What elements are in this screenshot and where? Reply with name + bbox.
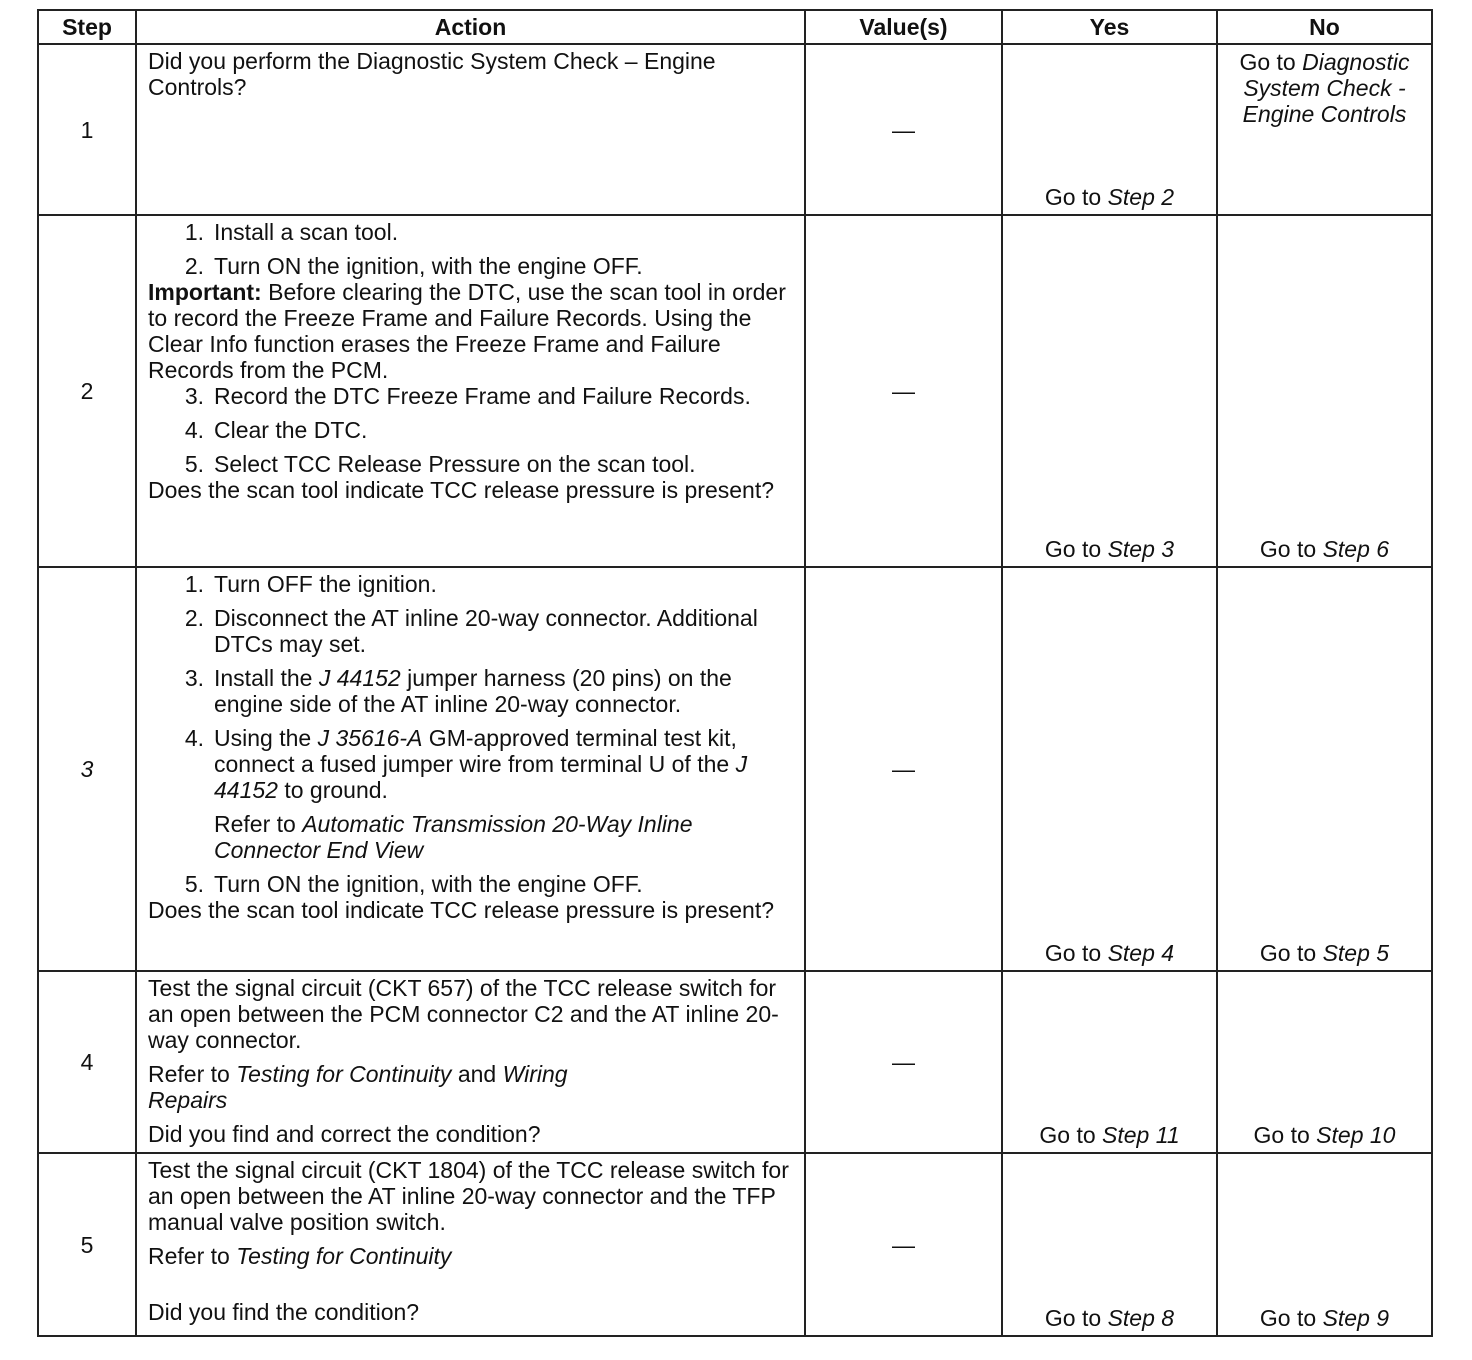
yes-link[interactable]: Step 11 bbox=[1102, 1122, 1180, 1148]
action-text: Did you perform the Diagnostic System Check – Engine Controls? bbox=[148, 48, 716, 100]
action-cell bbox=[136, 215, 805, 567]
no-cell: Go to Step 9 bbox=[1217, 1153, 1432, 1336]
reference-link[interactable]: Wiring Repairs bbox=[148, 1061, 568, 1113]
list-item: 5. Turn ON the ignition, with the engine OFF. bbox=[184, 871, 643, 897]
no-link[interactable]: Step 9 bbox=[1322, 1305, 1390, 1331]
list-item: 2. Turn ON the ignition, with the engine OFF. bbox=[184, 253, 643, 279]
value-cell: — bbox=[805, 44, 1002, 215]
table-row bbox=[38, 567, 1432, 971]
action-list bbox=[148, 383, 794, 477]
question-text: Does the scan tool indicate TCC release pressure is present? bbox=[148, 897, 775, 923]
step-number: 3 bbox=[38, 567, 136, 971]
tool-reference: J 44152 bbox=[318, 665, 401, 691]
list-item: 1. Turn OFF the ignition. bbox=[184, 571, 437, 597]
value-cell: — bbox=[805, 567, 1002, 971]
list-item: 3. Install the J 44152 jumper harness (20 pins) on the engine side of the AT inline 20-way connector. bbox=[184, 665, 732, 717]
refer-note: Refer to Testing for Continuity bbox=[148, 1243, 452, 1269]
reference-link[interactable]: Testing for Continuity bbox=[236, 1061, 452, 1087]
action-cell bbox=[136, 567, 805, 971]
yes-link[interactable]: Step 8 bbox=[1107, 1305, 1175, 1331]
go-to-label: Go to bbox=[1239, 49, 1303, 75]
header-action: Action bbox=[136, 10, 805, 44]
yes-cell: Go to Step 3 bbox=[1002, 215, 1217, 567]
list-item: 2. Disconnect the AT inline 20-way connector. Additional DTCs may set. bbox=[184, 605, 758, 657]
question-text: Does the scan tool indicate TCC release pressure is present? bbox=[148, 477, 775, 503]
list-item: 5. Select TCC Release Pressure on the scan tool. bbox=[184, 451, 696, 477]
tool-reference: J 44152 bbox=[214, 751, 748, 803]
yes-cell: Go to Step 8 bbox=[1002, 1153, 1217, 1336]
yes-link[interactable]: Step 4 bbox=[1107, 940, 1175, 966]
no-cell: Go to Step 5 bbox=[1217, 567, 1432, 971]
go-to-label: Go to bbox=[1044, 184, 1108, 210]
value-cell: — bbox=[805, 971, 1002, 1153]
no-link[interactable]: Step 6 bbox=[1322, 536, 1390, 562]
no-cell: Go to Step 6 bbox=[1217, 215, 1432, 567]
list-item: 4. Clear the DTC. bbox=[184, 417, 368, 443]
step-number: 5 bbox=[38, 1153, 136, 1336]
yes-cell: Go to Step 11 bbox=[1002, 971, 1217, 1153]
header-no: No bbox=[1217, 10, 1432, 44]
question-text: Did you find the condition? bbox=[148, 1299, 420, 1325]
action-list bbox=[148, 219, 794, 279]
yes-cell: Go to Step 4 bbox=[1002, 567, 1217, 971]
action-cell bbox=[136, 971, 805, 1153]
action-cell bbox=[136, 1153, 805, 1336]
header-step: Step bbox=[38, 10, 136, 44]
yes-link[interactable]: Step 2 bbox=[1107, 184, 1175, 210]
no-link[interactable]: Step 5 bbox=[1322, 940, 1390, 966]
diagnostic-table bbox=[37, 9, 1433, 1337]
value-cell: — bbox=[805, 1153, 1002, 1336]
important-label: Important: bbox=[148, 279, 262, 305]
table-row bbox=[38, 44, 1432, 215]
no-cell bbox=[1217, 44, 1432, 215]
list-item: 4. Using the J 35616-A GM-approved terminal test kit, connect a fused jumper wire from terminal U of the J 44152 to ground. Refer to Automatic Transmission 20-Way Inline Connector End View bbox=[148, 725, 794, 863]
no-link[interactable]: Diagnostic System Check - Engine Controls bbox=[1242, 49, 1410, 127]
refer-note: Refer to Testing for Continuity and Wiring Repairs bbox=[148, 1061, 568, 1113]
action-text: Test the signal circuit (CKT 657) of the TCC release switch for an open between the PCM connector C2 and the AT inline 20-way connector. bbox=[148, 975, 779, 1053]
reference-link[interactable]: Automatic Transmission 20-Way Inline Connector End View bbox=[214, 811, 693, 863]
step-number: 2 bbox=[38, 215, 136, 567]
list-item: 3. Record the DTC Freeze Frame and Failure Records. bbox=[184, 383, 751, 409]
no-link[interactable]: Step 10 bbox=[1316, 1122, 1396, 1148]
value-cell: — bbox=[805, 215, 1002, 567]
list-item: 1. Install a scan tool. bbox=[184, 219, 399, 245]
reference-link[interactable]: Testing for Continuity bbox=[236, 1243, 452, 1269]
step-number: 1 bbox=[38, 44, 136, 215]
header-values: Value(s) bbox=[805, 10, 1002, 44]
table-row bbox=[38, 215, 1432, 567]
header-yes: Yes bbox=[1002, 10, 1217, 44]
tool-reference: J 35616-A bbox=[317, 725, 423, 751]
yes-link[interactable]: Step 3 bbox=[1107, 536, 1175, 562]
action-cell bbox=[136, 44, 805, 215]
important-note: Important: Before clearing the DTC, use the scan tool in order to record the Freeze Frame and Failure Records. Using the Clear Info function erases the Freeze Frame and Failure Records from the PCM. bbox=[148, 279, 786, 383]
no-cell: Go to Step 10 bbox=[1217, 971, 1432, 1153]
step-number: 4 bbox=[38, 971, 136, 1153]
table-row bbox=[38, 1153, 1432, 1336]
yes-cell bbox=[1002, 44, 1217, 215]
question-text: Did you find and correct the condition? bbox=[148, 1121, 541, 1147]
refer-note: Refer to Automatic Transmission 20-Way Inline Connector End View bbox=[214, 811, 693, 863]
header-row bbox=[38, 10, 1432, 44]
action-list bbox=[148, 571, 794, 897]
action-text: Test the signal circuit (CKT 1804) of the TCC release switch for an open between the AT inline 20-way connector and the TFP manual valve position switch. bbox=[148, 1157, 789, 1235]
table-row bbox=[38, 971, 1432, 1153]
